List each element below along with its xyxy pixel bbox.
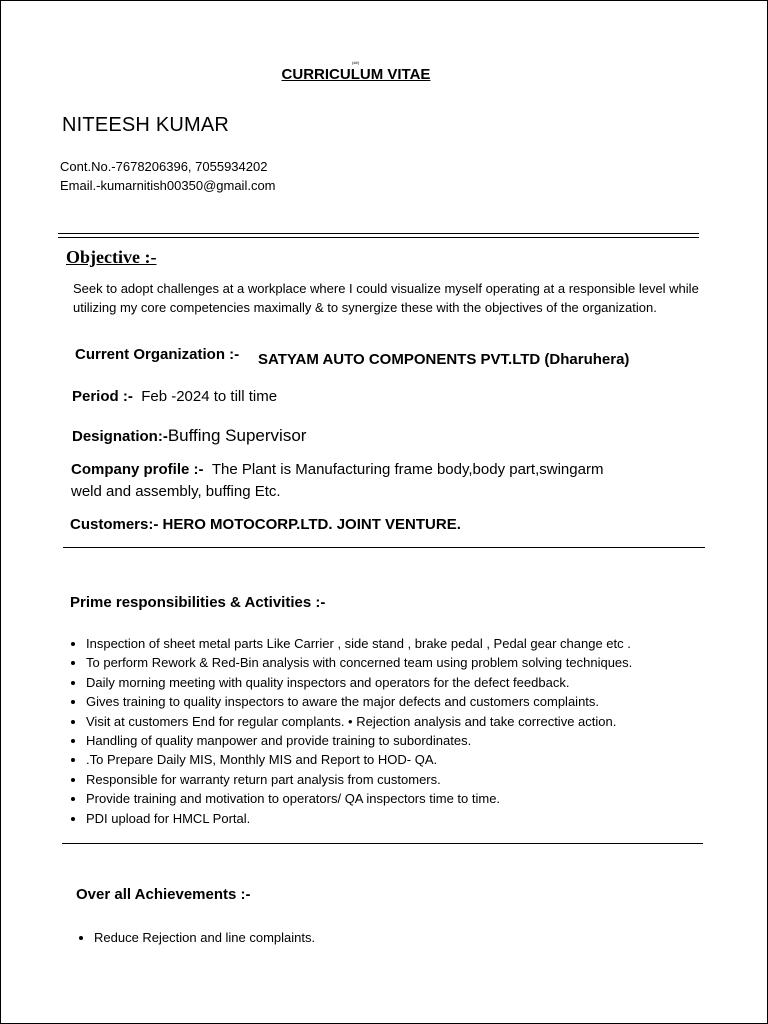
candidate-name: NITEESH KUMAR <box>62 114 230 136</box>
achievements-list <box>70 928 315 947</box>
list-item: • Visit at customers End for regular complants. • Rejection analysis and take corrective action. <box>86 712 632 731</box>
list-item: • Responsible for warranty return part analysis from customers. <box>86 770 632 789</box>
divider-bottom <box>62 843 703 844</box>
list-item: • To perform Rework & Red-Bin analysis with concerned team using problem solving techniques. <box>86 653 632 672</box>
profile-value-2: weld and assembly, buffing Etc. <box>71 483 281 500</box>
profile-row <box>71 461 603 478</box>
objective-heading: Objective :- <box>66 247 157 267</box>
designation-label: Designation:- <box>72 428 168 445</box>
list-item: • Provide training and motivation to operators/ QA inspectors time to time. <box>86 789 632 808</box>
list-item: • Handling of quality manpower and provide training to subordinates. <box>86 731 632 750</box>
customers-value: HERO MOTOCORP.LTD. JOINT VENTURE. <box>162 516 461 533</box>
divider-top-1 <box>58 233 699 234</box>
profile-value-1: The Plant is Manufacturing frame body,body part,swingarm <box>211 461 604 478</box>
designation-row <box>72 426 306 446</box>
designation-value: Buffing Supervisor <box>167 426 307 445</box>
list-item: • .To Prepare Daily MIS, Monthly MIS and Report to HOD- QA. <box>86 750 632 769</box>
objective-text: Seek to adopt challenges at a workplace where I could visualize myself operating at a responsible level while utilizing my core competencies maximally & to synergize these with the objectives of the organization. <box>73 281 699 315</box>
responsibilities-heading: Prime responsibilities & Activities :- <box>70 594 326 611</box>
header-mark: (##) <box>352 60 360 65</box>
list-item: • Reduce Rejection and line complaints. <box>94 928 315 947</box>
list-item: • PDI upload for HMCL Portal. <box>86 809 632 828</box>
achievements-heading: Over all Achievements :- <box>76 886 251 903</box>
document-title: CURRICULUM VITAE <box>281 66 431 83</box>
customers-label: Customers:- <box>70 516 159 533</box>
org-label <box>75 346 239 363</box>
divider-top-2 <box>58 237 699 238</box>
responsibilities-list <box>62 634 632 828</box>
divider-mid <box>63 547 705 548</box>
profile-label: Company profile :- <box>71 461 204 478</box>
contact-email: Email.-kumarnitish00350@gmail.com <box>60 178 276 193</box>
org-value: SATYAM AUTO COMPONENTS PVT.LTD (Dharuhera) <box>258 351 630 368</box>
period-value: Feb -2024 to till time <box>141 388 278 405</box>
customers-row <box>70 516 461 533</box>
list-item: • Daily morning meeting with quality inspectors and operators for the defect feedback. <box>86 673 632 692</box>
list-item: • Gives training to quality inspectors to aware the major defects and customers complaints. <box>86 692 632 711</box>
period-label: Period :- <box>72 388 133 405</box>
contact-number: Cont.No.-7678206396, 7055934202 <box>60 159 268 174</box>
period-row <box>72 388 277 405</box>
list-item: • Inspection of sheet metal parts Like Carrier , side stand , brake pedal , Pedal gear change etc . <box>86 634 632 653</box>
org-label-text: Current Organization :- <box>75 346 240 363</box>
